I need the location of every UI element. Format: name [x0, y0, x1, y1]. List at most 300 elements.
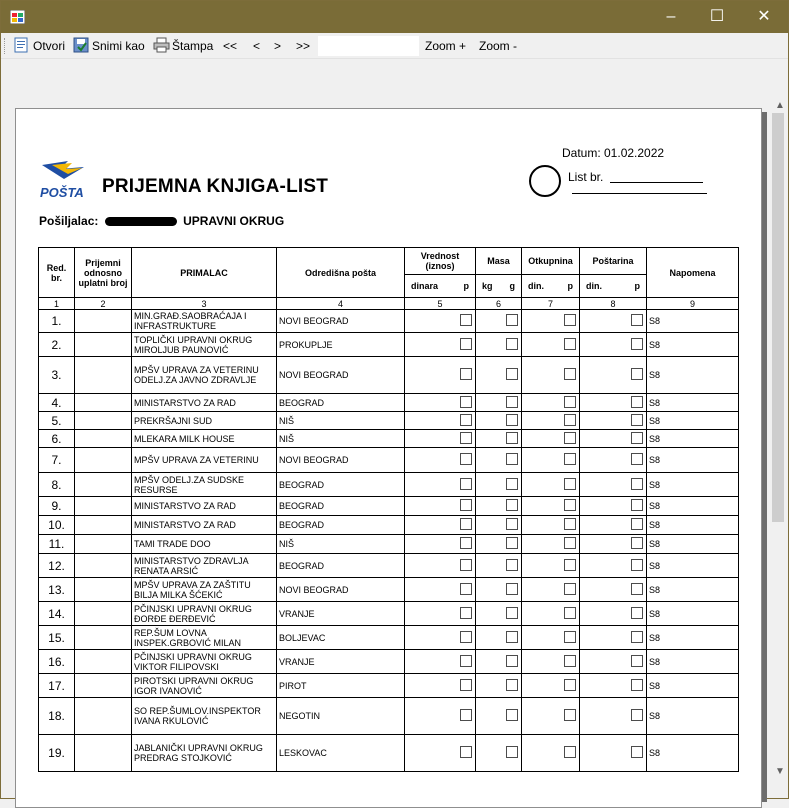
row-checkbox[interactable] [460, 631, 472, 643]
row-checkbox[interactable] [460, 414, 472, 426]
table-row [39, 516, 739, 535]
checkbox-cell [476, 602, 522, 626]
scroll-down-icon[interactable]: ▼ [775, 766, 785, 777]
sender-line [39, 214, 284, 228]
zoom-out-button[interactable]: Zoom - [479, 39, 518, 53]
table-row [39, 394, 739, 412]
checkbox-cell [522, 735, 580, 772]
row-checkbox[interactable] [506, 414, 518, 426]
checkbox-cell [405, 357, 476, 394]
recipient-cell: TAMI TRADE DOO [132, 535, 277, 554]
checkbox-cell [580, 535, 647, 554]
recipient-cell: SO REP.ŠUMLOV.INSPEKTOR IVANA RKULOVIĆ [132, 698, 277, 735]
checkbox-cell [580, 430, 647, 448]
note-cell: S8 [647, 735, 739, 772]
row-checkbox[interactable] [564, 631, 576, 643]
header-vrednost: Vrednost (iznos) [405, 248, 476, 275]
document-viewport [1, 59, 788, 798]
row-checkbox[interactable] [631, 679, 643, 691]
last-page-button[interactable]: >> [296, 39, 311, 53]
recipient-cell: PČINJSKI UPRAVNI OKRUG ĐORĐE ĐERĐEVIĆ [132, 602, 277, 626]
subheader-masa: kg g [476, 275, 522, 298]
row-checkbox[interactable] [631, 396, 643, 408]
registry-table [38, 247, 739, 772]
checkbox-cell [476, 674, 522, 698]
row-checkbox[interactable] [460, 537, 472, 549]
checkbox-cell [405, 516, 476, 535]
row-checkbox[interactable] [506, 607, 518, 619]
row-checkbox[interactable] [460, 518, 472, 530]
row-checkbox[interactable] [631, 338, 643, 350]
row-checkbox[interactable] [564, 679, 576, 691]
destination-post-cell: NOVI BEOGRAD [277, 448, 405, 473]
checkbox-cell [522, 535, 580, 554]
checkbox-cell [580, 735, 647, 772]
column-index-cell: 8 [580, 298, 647, 310]
row-checkbox[interactable] [506, 709, 518, 721]
destination-post-cell: NOVI BEOGRAD [277, 310, 405, 333]
destination-post-cell: BOLJEVAC [277, 626, 405, 650]
recipient-cell: TOPLIČKI UPRAVNI OKRUG MIROLJUB PAUNOVIĆ [132, 333, 277, 357]
checkbox-cell [405, 554, 476, 578]
checkbox-cell [580, 602, 647, 626]
row-checkbox[interactable] [506, 559, 518, 571]
checkbox-cell [476, 497, 522, 516]
column-index-cell: 5 [405, 298, 476, 310]
row-checkbox[interactable] [631, 499, 643, 511]
row-checkbox[interactable] [564, 537, 576, 549]
row-checkbox[interactable] [564, 314, 576, 326]
row-number: 7. [39, 448, 75, 473]
recipient-cell: MINISTARSTVO ZA RAD [132, 394, 277, 412]
table-row [39, 357, 739, 394]
row-number: 8. [39, 473, 75, 497]
toolbar-grip [4, 38, 7, 54]
recipient-cell: JABLANIČKI UPRAVNI OKRUG PREDRAG STOJKOVIĆ [132, 735, 277, 772]
receipt-number-cell [75, 473, 132, 497]
checkbox-cell [476, 516, 522, 535]
checkbox-cell [405, 735, 476, 772]
note-cell: S8 [647, 357, 739, 394]
receipt-number-cell [75, 430, 132, 448]
row-checkbox[interactable] [564, 396, 576, 408]
row-checkbox[interactable] [631, 607, 643, 619]
table-row [39, 473, 739, 497]
row-checkbox[interactable] [460, 499, 472, 511]
checkbox-cell [476, 430, 522, 448]
row-checkbox[interactable] [631, 583, 643, 595]
row-checkbox[interactable] [506, 631, 518, 643]
table-row [39, 412, 739, 430]
destination-post-cell: NIŠ [277, 430, 405, 448]
row-checkbox[interactable] [506, 478, 518, 490]
note-cell: S8 [647, 430, 739, 448]
row-checkbox[interactable] [631, 314, 643, 326]
receipt-number-cell [75, 497, 132, 516]
note-cell: S8 [647, 674, 739, 698]
note-cell: S8 [647, 554, 739, 578]
checkbox-cell [405, 535, 476, 554]
receipt-number-cell [75, 516, 132, 535]
row-checkbox[interactable] [564, 432, 576, 444]
row-number: 17. [39, 674, 75, 698]
row-checkbox[interactable] [564, 478, 576, 490]
table-row [39, 578, 739, 602]
checkbox-cell [580, 626, 647, 650]
recipient-cell: MLEKARA MILK HOUSE [132, 430, 277, 448]
checkbox-cell [580, 674, 647, 698]
minimize-button[interactable]: – [666, 8, 676, 25]
note-cell: S8 [647, 626, 739, 650]
recipient-cell: MPŠV ODELJ.ZA SUDSKE RESURSE [132, 473, 277, 497]
maximize-button[interactable]: ☐ [709, 8, 725, 25]
close-button[interactable]: ✕ [757, 8, 771, 25]
row-number: 18. [39, 698, 75, 735]
checkbox-cell [522, 602, 580, 626]
note-cell: S8 [647, 497, 739, 516]
note-cell: S8 [647, 448, 739, 473]
row-number: 6. [39, 430, 75, 448]
row-checkbox[interactable] [506, 679, 518, 691]
sender-suffix: UPRAVNI OKRUG [183, 214, 285, 228]
receipt-number-cell [75, 394, 132, 412]
row-checkbox[interactable] [564, 518, 576, 530]
row-checkbox[interactable] [631, 368, 643, 380]
document-page [15, 108, 762, 808]
row-checkbox[interactable] [631, 518, 643, 530]
checkbox-cell [476, 735, 522, 772]
row-checkbox[interactable] [564, 583, 576, 595]
table-row [39, 310, 739, 333]
row-checkbox[interactable] [564, 655, 576, 667]
row-number: 14. [39, 602, 75, 626]
row-number: 19. [39, 735, 75, 772]
checkbox-cell [522, 357, 580, 394]
checkbox-cell [476, 535, 522, 554]
redacted-sender-name [105, 217, 177, 226]
row-checkbox[interactable] [631, 709, 643, 721]
destination-post-cell: NIŠ [277, 412, 405, 430]
recipient-cell: REP.ŠUM LOVNA INSPEK.GRBOVIĆ MILAN [132, 626, 277, 650]
table-row [39, 626, 739, 650]
row-checkbox[interactable] [631, 746, 643, 758]
column-index-cell: 1 [39, 298, 75, 310]
header-odredisna: Odredišna pošta [277, 248, 405, 298]
next-page-button[interactable]: > [274, 39, 282, 53]
checkbox-cell [476, 554, 522, 578]
app-icon [10, 10, 25, 24]
list-number-label: List br. [568, 170, 604, 184]
checkbox-cell [522, 674, 580, 698]
scroll-up-icon[interactable]: ▲ [775, 100, 785, 111]
document-title: PRIJEMNA KNJIGA-LIST [102, 176, 329, 197]
row-checkbox[interactable] [506, 453, 518, 465]
note-cell: S8 [647, 412, 739, 430]
checkbox-cell [476, 394, 522, 412]
row-number: 10. [39, 516, 75, 535]
row-checkbox[interactable] [506, 499, 518, 511]
row-checkbox[interactable] [460, 478, 472, 490]
checkbox-cell [476, 698, 522, 735]
row-checkbox[interactable] [631, 414, 643, 426]
table-row [39, 674, 739, 698]
destination-post-cell: BEOGRAD [277, 497, 405, 516]
table-row [39, 535, 739, 554]
recipient-cell: MINISTARSTVO ZA RAD [132, 516, 277, 535]
subheader-vrednost: dinara p [405, 275, 476, 298]
row-checkbox[interactable] [506, 583, 518, 595]
row-checkbox[interactable] [460, 314, 472, 326]
row-checkbox[interactable] [564, 746, 576, 758]
row-checkbox[interactable] [564, 368, 576, 380]
row-checkbox[interactable] [564, 607, 576, 619]
recipient-cell: PIROTSKI UPRAVNI OKRUG IGOR IVANOVIĆ [132, 674, 277, 698]
row-checkbox[interactable] [506, 368, 518, 380]
checkbox-cell [476, 412, 522, 430]
row-checkbox[interactable] [564, 453, 576, 465]
sender-label: Pošiljalac: [39, 214, 99, 228]
table-row [39, 650, 739, 674]
checkbox-cell [405, 626, 476, 650]
header-masa: Masa [476, 248, 522, 275]
recipient-cell: MPŠV UPRAVA ZA VETERINU [132, 448, 277, 473]
receipt-number-cell [75, 650, 132, 674]
row-checkbox[interactable] [506, 537, 518, 549]
column-index-cell: 9 [647, 298, 739, 310]
header-postarina: Poštarina [580, 248, 647, 275]
recipient-cell: MPŠV UPRAVA ZA ZAŠTITU BILJA MILKA ŠĆEKIĆ [132, 578, 277, 602]
header-red-br: Red. br. [39, 248, 75, 298]
recipient-cell: MINISTARSTVO ZA RAD [132, 497, 277, 516]
receipt-number-cell [75, 578, 132, 602]
row-checkbox[interactable] [506, 338, 518, 350]
row-checkbox[interactable] [564, 709, 576, 721]
vertical-scrollbar[interactable] [770, 97, 787, 798]
receipt-number-cell [75, 535, 132, 554]
row-number: 1. [39, 310, 75, 333]
table-row [39, 554, 739, 578]
row-checkbox[interactable] [460, 368, 472, 380]
row-checkbox[interactable] [631, 631, 643, 643]
row-checkbox[interactable] [460, 679, 472, 691]
row-checkbox[interactable] [506, 396, 518, 408]
row-checkbox[interactable] [631, 432, 643, 444]
table-row [39, 497, 739, 516]
print-button[interactable]: Štampa [172, 39, 214, 53]
checkbox-cell [580, 698, 647, 735]
subheader-postarina: din. p [580, 275, 647, 298]
recipient-cell: PREKRŠAJNI SUD [132, 412, 277, 430]
row-number: 5. [39, 412, 75, 430]
row-checkbox[interactable] [460, 432, 472, 444]
scroll-thumb[interactable] [772, 113, 784, 522]
checkbox-cell [405, 650, 476, 674]
zoom-in-button[interactable]: Zoom + [425, 39, 467, 53]
row-checkbox[interactable] [506, 432, 518, 444]
row-number: 13. [39, 578, 75, 602]
checkbox-cell [405, 497, 476, 516]
checkbox-cell [405, 578, 476, 602]
row-number: 3. [39, 357, 75, 394]
destination-post-cell: PIROT [277, 674, 405, 698]
date-label: Datum: 01.02.2022 [562, 146, 665, 160]
recipient-cell: PČINJSKI UPRAVNI OKRUG VIKTOR FILIPOVSKI [132, 650, 277, 674]
row-checkbox[interactable] [564, 414, 576, 426]
checkbox-cell [476, 357, 522, 394]
note-cell: S8 [647, 698, 739, 735]
checkbox-cell [580, 497, 647, 516]
checkbox-cell [405, 430, 476, 448]
checkbox-cell [580, 554, 647, 578]
checkbox-cell [476, 473, 522, 497]
row-checkbox[interactable] [631, 655, 643, 667]
checkbox-cell [580, 516, 647, 535]
row-checkbox[interactable] [460, 396, 472, 408]
checkbox-cell [580, 357, 647, 394]
row-checkbox[interactable] [460, 559, 472, 571]
checkbox-cell [580, 578, 647, 602]
destination-post-cell: NOVI BEOGRAD [277, 578, 405, 602]
receipt-number-cell [75, 412, 132, 430]
row-checkbox[interactable] [631, 478, 643, 490]
note-cell: S8 [647, 310, 739, 333]
table-row [39, 430, 739, 448]
row-checkbox[interactable] [460, 709, 472, 721]
checkbox-cell [476, 310, 522, 333]
receipt-number-cell [75, 554, 132, 578]
note-cell: S8 [647, 650, 739, 674]
checkbox-cell [405, 448, 476, 473]
column-index-cell: 6 [476, 298, 522, 310]
row-checkbox[interactable] [506, 518, 518, 530]
checkbox-cell [405, 412, 476, 430]
checkbox-cell [405, 602, 476, 626]
note-cell: S8 [647, 535, 739, 554]
save-as-button[interactable]: Snimi kao [92, 39, 145, 53]
row-checkbox[interactable] [631, 453, 643, 465]
row-checkbox[interactable] [460, 583, 472, 595]
checkbox-cell [580, 394, 647, 412]
checkbox-cell [405, 473, 476, 497]
table-row [39, 602, 739, 626]
checkbox-cell [522, 448, 580, 473]
checkbox-cell [476, 448, 522, 473]
receipt-number-cell [75, 674, 132, 698]
row-checkbox[interactable] [564, 338, 576, 350]
toolbar [1, 33, 788, 59]
column-index-cell: 7 [522, 298, 580, 310]
note-cell: S8 [647, 473, 739, 497]
open-icon [13, 37, 30, 53]
recipient-cell: MIN.GRAĐ.SAOBRAĆAJA I INFRASTRUKTURE [132, 310, 277, 333]
row-checkbox[interactable] [506, 314, 518, 326]
table-row [39, 448, 739, 473]
receipt-number-cell [75, 698, 132, 735]
row-checkbox[interactable] [460, 607, 472, 619]
destination-post-cell: BEOGRAD [277, 516, 405, 535]
destination-post-cell: NEGOTIN [277, 698, 405, 735]
destination-post-cell: NOVI BEOGRAD [277, 357, 405, 394]
checkbox-cell [476, 650, 522, 674]
receipt-number-cell [75, 333, 132, 357]
checkbox-cell [522, 333, 580, 357]
checkbox-cell [476, 626, 522, 650]
table-row [39, 735, 739, 772]
header-prijemni: Prijemni odnosno uplatni broj [75, 248, 132, 298]
destination-post-cell: NIŠ [277, 535, 405, 554]
checkbox-cell [580, 412, 647, 430]
title-bar [1, 1, 788, 33]
row-checkbox[interactable] [506, 655, 518, 667]
row-number: 12. [39, 554, 75, 578]
row-checkbox[interactable] [460, 453, 472, 465]
checkbox-cell [522, 626, 580, 650]
receipt-number-cell [75, 357, 132, 394]
prev-page-button[interactable]: < [253, 39, 261, 53]
print-icon [153, 37, 170, 53]
row-number: 4. [39, 394, 75, 412]
note-cell: S8 [647, 394, 739, 412]
first-page-button[interactable]: << [223, 39, 238, 53]
row-checkbox[interactable] [506, 746, 518, 758]
header-otkupnina: Otkupnina [522, 248, 580, 275]
destination-post-cell: PROKUPLJE [277, 333, 405, 357]
row-number: 15. [39, 626, 75, 650]
subheader-otkupnina: din. p [522, 275, 580, 298]
destination-post-cell: VRANJE [277, 602, 405, 626]
row-checkbox[interactable] [460, 338, 472, 350]
note-cell: S8 [647, 516, 739, 535]
receipt-number-cell [75, 602, 132, 626]
row-checkbox[interactable] [631, 537, 643, 549]
row-number: 9. [39, 497, 75, 516]
checkbox-cell [522, 310, 580, 333]
registry-table-body [39, 310, 739, 772]
receipt-number-cell [75, 310, 132, 333]
logo-text: POŠTA [40, 185, 84, 200]
destination-post-cell: BEOGRAD [277, 473, 405, 497]
row-checkbox[interactable] [460, 746, 472, 758]
row-checkbox[interactable] [564, 499, 576, 511]
destination-post-cell: VRANJE [277, 650, 405, 674]
posta-logo [38, 159, 90, 201]
checkbox-cell [580, 650, 647, 674]
destination-post-cell: BEOGRAD [277, 394, 405, 412]
row-checkbox[interactable] [631, 559, 643, 571]
row-checkbox[interactable] [564, 559, 576, 571]
receipt-number-cell [75, 626, 132, 650]
row-number: 11. [39, 535, 75, 554]
list-number-line [610, 182, 703, 183]
column-index-cell: 3 [132, 298, 277, 310]
checkbox-cell [522, 578, 580, 602]
open-button[interactable]: Otvori [33, 39, 66, 53]
checkbox-cell [522, 650, 580, 674]
receipt-number-cell [75, 735, 132, 772]
checkbox-cell [580, 333, 647, 357]
stamp-circle [529, 165, 561, 197]
note-cell: S8 [647, 333, 739, 357]
column-index-row [39, 298, 739, 310]
page-input[interactable] [318, 36, 419, 56]
recipient-cell: MINISTARSTVO ZDRAVLJA RENATA ARSIĆ [132, 554, 277, 578]
row-number: 16. [39, 650, 75, 674]
checkbox-cell [580, 473, 647, 497]
note-cell: S8 [647, 578, 739, 602]
row-checkbox[interactable] [460, 655, 472, 667]
row-number: 2. [39, 333, 75, 357]
checkbox-cell [522, 412, 580, 430]
